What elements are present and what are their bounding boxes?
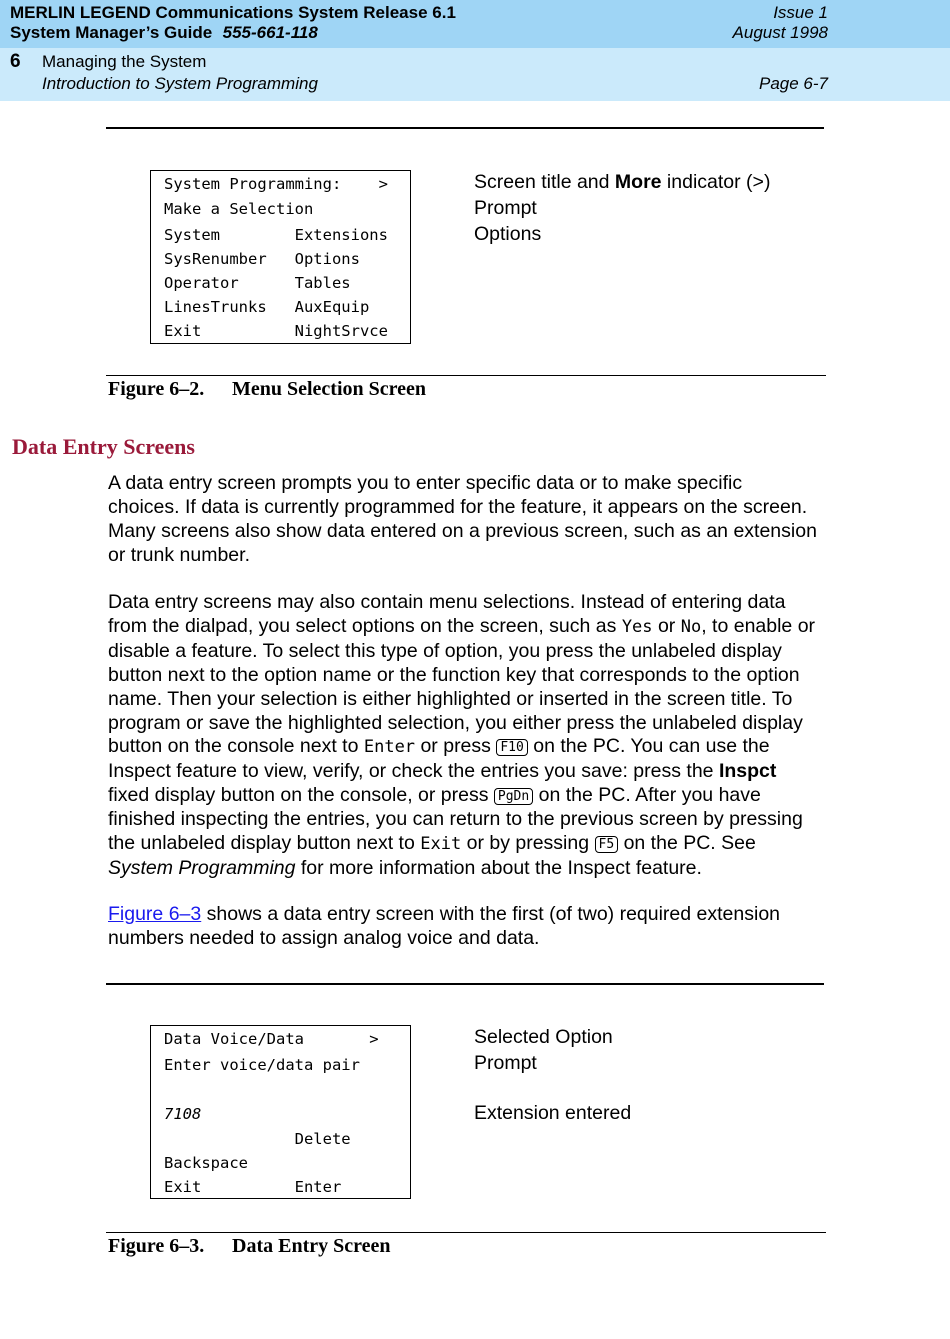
chapter-number: 6 <box>10 51 21 72</box>
figure-top-rule <box>106 127 824 129</box>
figure-6-3-link[interactable]: Figure 6–3 <box>108 903 202 925</box>
annotation-screen-title: Screen title and More indicator (>) <box>474 171 771 193</box>
section-heading: Data Entry Screens <box>12 434 195 459</box>
screen-line: System Extensions <box>164 226 388 244</box>
data-entry-screen <box>150 1025 411 1199</box>
chapter-title: Managing the System <box>42 52 207 71</box>
caption-number: Figure 6–3. <box>108 1235 205 1257</box>
annotation-prompt: Prompt <box>474 1052 537 1074</box>
caption-rule <box>106 375 826 376</box>
doc-title: MERLIN LEGEND Communications System Release 6.1 <box>10 3 456 22</box>
paragraph-1: A data entry screen prompts you to enter specific data or to make specific choices. If data is currently programmed for the feature, it appears on the screen. Many screens also show data entered on a previous screen, such as an extension or trunk number. <box>108 472 817 566</box>
caption-rule <box>106 1232 826 1233</box>
screen-line: Delete <box>164 1130 351 1148</box>
paragraph-2: Data entry screens may also contain menu selections. Instead of entering data from the dialpad, you select options on the screen, such as Yes or No, to enable or disable a feature. To select this type of option, you press the unlabeled display button next to the option name or the function key that corresponds to the option name. Then your selection is either highlighted or inserted in the screen title. To program or save the highlighted selection, you either press the unlabeled display button on the console next to Enter or press F10 on the PC. You can use the Inspect feature to view, verify, or check the entries you save: press the Inspct fixed display button on the console, or press PgDn on the PC. After you have finished inspecting the entries, you can return to the previous screen by pressing the unlabeled display button next to Exit or by pressing F5 on the PC. See System Programming for more information about the Inspect feature. <box>108 591 816 879</box>
screen-line: SysRenumber Options <box>164 250 360 268</box>
page-number: Page 6-7 <box>759 74 828 93</box>
annotation-extension: Extension entered <box>474 1102 632 1124</box>
caption-number: Figure 6–2. <box>108 378 205 400</box>
screen-line: LinesTrunks AuxEquip <box>164 298 370 316</box>
screen-line: Make a Selection <box>164 200 314 218</box>
screen-line: Operator Tables <box>164 274 351 292</box>
annotation-options: Options <box>474 223 542 245</box>
guide-name: System Manager’s Guide <box>10 23 213 42</box>
paragraph-3: Figure 6–3 shows a data entry screen with the first (of two) required extension numbers needed to assign analog voice and data. <box>108 903 781 949</box>
screen-line: Exit Enter <box>164 1178 342 1196</box>
section-title: Introduction to System Programming <box>42 74 318 93</box>
menu-selection-screen <box>150 170 411 344</box>
figure-caption <box>108 378 427 401</box>
issue: Issue 1 <box>773 3 828 22</box>
f5-key-icon: F5 <box>595 836 619 853</box>
caption-title: Menu Selection Screen <box>232 378 427 400</box>
figure-top-rule <box>106 983 824 985</box>
screen-line: Data Voice/Data > <box>164 1030 379 1048</box>
screen-line: System Programming: > <box>164 175 388 193</box>
issue-date: August 1998 <box>732 23 828 42</box>
annotation-selected-option: Selected Option <box>474 1026 613 1048</box>
extension-value: 7108 <box>164 1105 202 1123</box>
guide-line <box>10 23 318 43</box>
screen-line: Exit NightSrvce <box>164 322 388 340</box>
doc-number: 555-661-118 <box>222 23 318 42</box>
f10-key-icon: F10 <box>496 739 527 756</box>
pgdn-key-icon: PgDn <box>494 788 533 805</box>
annotation-prompt: Prompt <box>474 197 537 219</box>
figure-caption <box>108 1235 391 1258</box>
screen-line: Backspace <box>164 1154 248 1172</box>
caption-title: Data Entry Screen <box>232 1235 391 1257</box>
screen-line: Enter voice/data pair <box>164 1056 360 1074</box>
